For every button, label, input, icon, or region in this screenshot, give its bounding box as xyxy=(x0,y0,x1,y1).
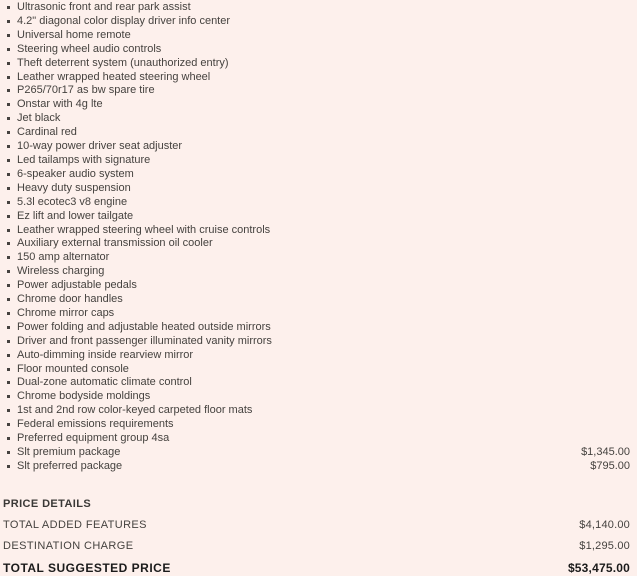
bullet-icon xyxy=(7,187,10,190)
feature-label: Ez lift and lower tailgate xyxy=(17,209,134,222)
bullet-icon xyxy=(7,62,10,65)
feature-list-item xyxy=(0,210,630,224)
feature-list-item xyxy=(0,376,630,390)
bullet-icon xyxy=(7,173,10,176)
feature-label: Power adjustable pedals xyxy=(17,279,137,292)
feature-label: Driver and front passenger illuminated vanity mirrors xyxy=(17,334,272,347)
bullet-icon xyxy=(7,270,10,273)
feature-label: Preferred equipment group 4sa xyxy=(17,432,170,445)
feature-list-item xyxy=(0,321,630,335)
feature-list-item xyxy=(0,112,630,126)
bullet-icon xyxy=(7,201,10,204)
feature-list-item xyxy=(0,196,630,210)
feature-list-item xyxy=(0,168,630,182)
bullet-icon xyxy=(7,103,10,106)
bullet-icon xyxy=(7,284,10,287)
feature-list-item xyxy=(0,363,630,377)
bullet-icon xyxy=(7,229,10,232)
feature-list-item xyxy=(0,390,630,404)
bullet-icon xyxy=(7,76,10,79)
bullet-icon xyxy=(7,48,10,51)
feature-list-item xyxy=(0,154,630,168)
feature-list-item xyxy=(0,349,630,363)
price-row-value: $4,140.00 xyxy=(579,518,630,531)
feature-label: Steering wheel audio controls xyxy=(17,42,162,55)
feature-label: 1st and 2nd row color-keyed carpeted floor mats xyxy=(17,404,253,417)
feature-list-item xyxy=(0,251,630,265)
feature-label: Power folding and adjustable heated outside mirrors xyxy=(17,320,271,333)
price-details-rows xyxy=(3,519,630,575)
feature-label: Slt premium package xyxy=(17,446,121,458)
feature-label: Chrome bodyside moldings xyxy=(17,390,151,403)
bullet-icon xyxy=(7,145,10,148)
feature-label: Leather wrapped heated steering wheel xyxy=(17,70,211,83)
feature-list-item xyxy=(0,432,630,446)
feature-list-item xyxy=(0,29,630,43)
feature-label: Onstar with 4g lte xyxy=(17,98,103,111)
feature-label: Theft deterrent system (unauthorized entry) xyxy=(17,56,229,69)
feature-label: 10-way power driver seat adjuster xyxy=(17,140,183,153)
bullet-icon xyxy=(7,6,10,9)
bullet-icon xyxy=(7,215,10,218)
feature-price: $795.00 xyxy=(590,459,630,472)
bullet-icon xyxy=(7,423,10,426)
feature-list-item xyxy=(0,57,630,71)
feature-list-item xyxy=(0,98,630,112)
bullet-icon xyxy=(7,340,10,343)
price-row-label: TOTAL ADDED FEATURES xyxy=(3,518,147,531)
total-suggested-price-row xyxy=(3,561,630,575)
bullet-icon xyxy=(7,437,10,440)
feature-list-item xyxy=(0,43,630,57)
feature-list-item xyxy=(0,126,630,140)
feature-label: Dual-zone automatic climate control xyxy=(17,376,192,389)
feature-label: 5.3l ecotec3 v8 engine xyxy=(17,195,128,208)
feature-label: Chrome door handles xyxy=(17,293,123,306)
feature-label: 4.2" diagonal color display driver info center xyxy=(17,14,231,27)
feature-list-item xyxy=(0,237,630,251)
bullet-icon xyxy=(7,256,10,259)
feature-label: Heavy duty suspension xyxy=(17,181,131,194)
feature-list-item xyxy=(0,418,630,432)
feature-list-item xyxy=(0,182,630,196)
feature-list-item xyxy=(0,307,630,321)
feature-label: Leather wrapped steering wheel with cruise controls xyxy=(17,223,271,236)
price-details-heading: PRICE DETAILS xyxy=(3,497,92,510)
feature-list-item xyxy=(0,15,630,29)
features-list xyxy=(0,1,637,474)
feature-label: Jet black xyxy=(17,112,61,125)
feature-list-item xyxy=(0,265,630,279)
feature-label: Wireless charging xyxy=(17,265,105,278)
feature-list-item xyxy=(0,335,630,349)
price-row-label: DESTINATION CHARGE xyxy=(3,539,134,552)
bullet-icon xyxy=(7,395,10,398)
bullet-icon xyxy=(7,354,10,357)
bullet-icon xyxy=(7,298,10,301)
feature-label: Ultrasonic front and rear park assist xyxy=(17,1,191,13)
bullet-icon xyxy=(7,34,10,37)
feature-list-item xyxy=(0,71,630,85)
feature-label: 6-speaker audio system xyxy=(17,167,134,180)
bullet-icon xyxy=(7,409,10,412)
feature-list-item xyxy=(0,279,630,293)
bullet-icon xyxy=(7,368,10,371)
bullet-icon xyxy=(7,312,10,315)
bullet-icon xyxy=(7,89,10,92)
feature-list-item xyxy=(0,446,630,460)
bullet-icon xyxy=(7,159,10,162)
bullet-icon xyxy=(7,117,10,120)
feature-list-item xyxy=(0,293,630,307)
feature-label: Chrome mirror caps xyxy=(17,306,115,319)
feature-label: Slt preferred package xyxy=(17,459,123,472)
price-row-value: $1,295.00 xyxy=(579,539,630,552)
bullet-icon xyxy=(7,131,10,134)
feature-label: Auxiliary external transmission oil cooler xyxy=(17,237,213,250)
feature-label: Led tailamps with signature xyxy=(17,153,151,166)
feature-list-item xyxy=(0,404,630,418)
feature-label: Floor mounted console xyxy=(17,362,129,375)
feature-label: 150 amp alternator xyxy=(17,251,110,264)
price-details-section xyxy=(0,498,637,575)
feature-label: Universal home remote xyxy=(17,28,131,41)
bullet-icon xyxy=(7,451,10,454)
price-detail-row xyxy=(3,540,630,553)
feature-list-item xyxy=(0,140,630,154)
price-row-value: $53,475.00 xyxy=(567,560,630,575)
feature-list-item xyxy=(0,84,630,98)
feature-price: $1,345.00 xyxy=(581,446,630,458)
bullet-icon xyxy=(7,242,10,245)
feature-list-item xyxy=(0,224,630,238)
feature-label: Auto-dimming inside rearview mirror xyxy=(17,348,194,361)
bullet-icon xyxy=(7,326,10,329)
feature-list-item xyxy=(0,1,630,15)
bullet-icon xyxy=(7,465,10,468)
price-row-label: TOTAL SUGGESTED PRICE xyxy=(3,560,171,575)
feature-label: Cardinal red xyxy=(17,126,77,139)
bullet-icon xyxy=(7,20,10,23)
bullet-icon xyxy=(7,381,10,384)
feature-label: P265/70r17 as bw spare tire xyxy=(17,84,155,97)
feature-label: Federal emissions requirements xyxy=(17,418,174,431)
price-detail-row xyxy=(3,519,630,532)
feature-list-item xyxy=(0,460,630,474)
